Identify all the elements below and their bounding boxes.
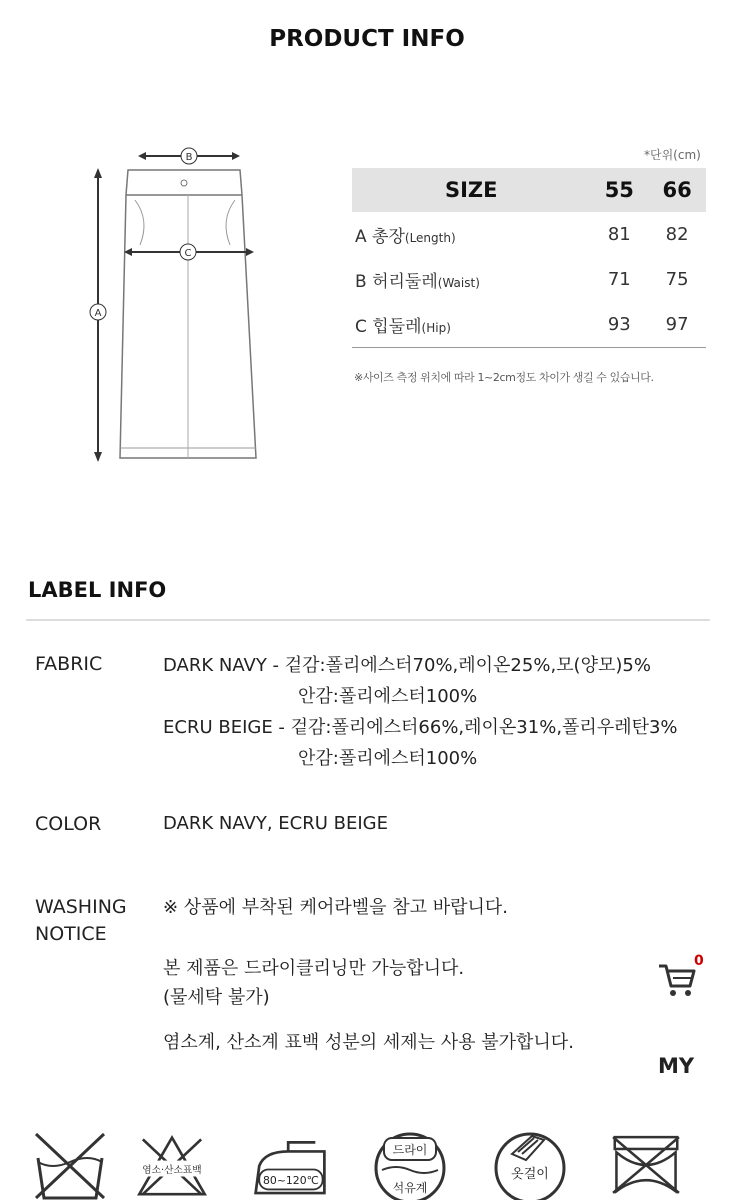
cell-value: 93 (590, 302, 648, 348)
iron-icon (252, 1130, 328, 1200)
color-key: COLOR (35, 813, 102, 835)
washing-line: 염소계, 산소계 표백 성분의 세제는 사용 불가합니다. (163, 1032, 574, 1053)
dry-clean-label: 드라이 (392, 1143, 428, 1157)
size-table (352, 168, 706, 348)
cell-value: 81 (607, 224, 631, 245)
washing-line: 본 제품은 드라이클리닝만 가능합니다. (163, 958, 465, 979)
fabric-line: ECRU BEIGE - 겉감:폴리에스터66%,레이온31%,폴리우레탄3% (163, 717, 678, 738)
header-55: 55 (590, 168, 648, 212)
divider (26, 619, 710, 621)
dry-clean-icon (372, 1130, 448, 1200)
row-label: C 힙둘레(Hip) (352, 302, 590, 348)
diagram-label-c: C (184, 248, 192, 259)
no-bleach-label: 염소·산소표백 (142, 1164, 202, 1176)
size-note: ※사이즈 측정 위치에 따라 1~2cm정도 차이가 생길 수 있습니다. (354, 371, 654, 384)
washing-key: NOTICE (35, 923, 107, 945)
hanger-dry-icon (492, 1130, 568, 1200)
cell-value: 97 (648, 302, 706, 348)
cell-value: 82 (665, 224, 689, 245)
no-wash-icon (32, 1130, 108, 1200)
fabric-line: DARK NAVY - 겉감:폴리에스터70%,레이온25%,모(양모)5% (163, 655, 651, 676)
size-table-header (352, 168, 706, 212)
no-wring-icon (608, 1130, 684, 1200)
fabric-key: FABRIC (35, 653, 103, 675)
header-size: SIZE (352, 168, 590, 212)
dry-clean-solvent-label: 석유계 (392, 1181, 428, 1195)
table-row (352, 302, 706, 348)
no-bleach-icon (134, 1130, 210, 1200)
row-label: B 허리둘레(Waist) (355, 272, 480, 292)
label-info-title: LABEL INFO (28, 578, 167, 602)
cart-count-badge: 0 (694, 953, 704, 969)
diagram-label-b: B (185, 152, 193, 163)
header-66: 66 (648, 168, 706, 212)
table-row (352, 212, 706, 257)
washing-line: ※ 상품에 부착된 케어라벨을 참고 바랍니다. (163, 897, 509, 918)
row-label: A 총장(Length) (355, 227, 456, 247)
table-row (352, 257, 706, 302)
hanger-label: 옷걸이 (511, 1167, 549, 1182)
washing-key: WASHING (35, 896, 127, 918)
diagram-label-a: A (94, 308, 102, 319)
product-info-title: PRODUCT INFO (269, 26, 465, 52)
iron-temp-label: 80~120℃ (263, 1174, 319, 1187)
cell-value: 71 (607, 269, 631, 290)
my-page-button[interactable]: MY (658, 1054, 695, 1078)
cart-icon[interactable] (657, 960, 697, 1000)
cell-value: 75 (665, 269, 689, 290)
fabric-line: 안감:폴리에스터100% (298, 748, 478, 769)
skirt-measurement-diagram (80, 140, 280, 470)
washing-line: (물세탁 불가) (163, 987, 270, 1008)
fabric-line: 안감:폴리에스터100% (298, 686, 478, 707)
color-value: DARK NAVY, ECRU BEIGE (163, 813, 388, 834)
unit-label: *단위(cm) (644, 148, 701, 162)
